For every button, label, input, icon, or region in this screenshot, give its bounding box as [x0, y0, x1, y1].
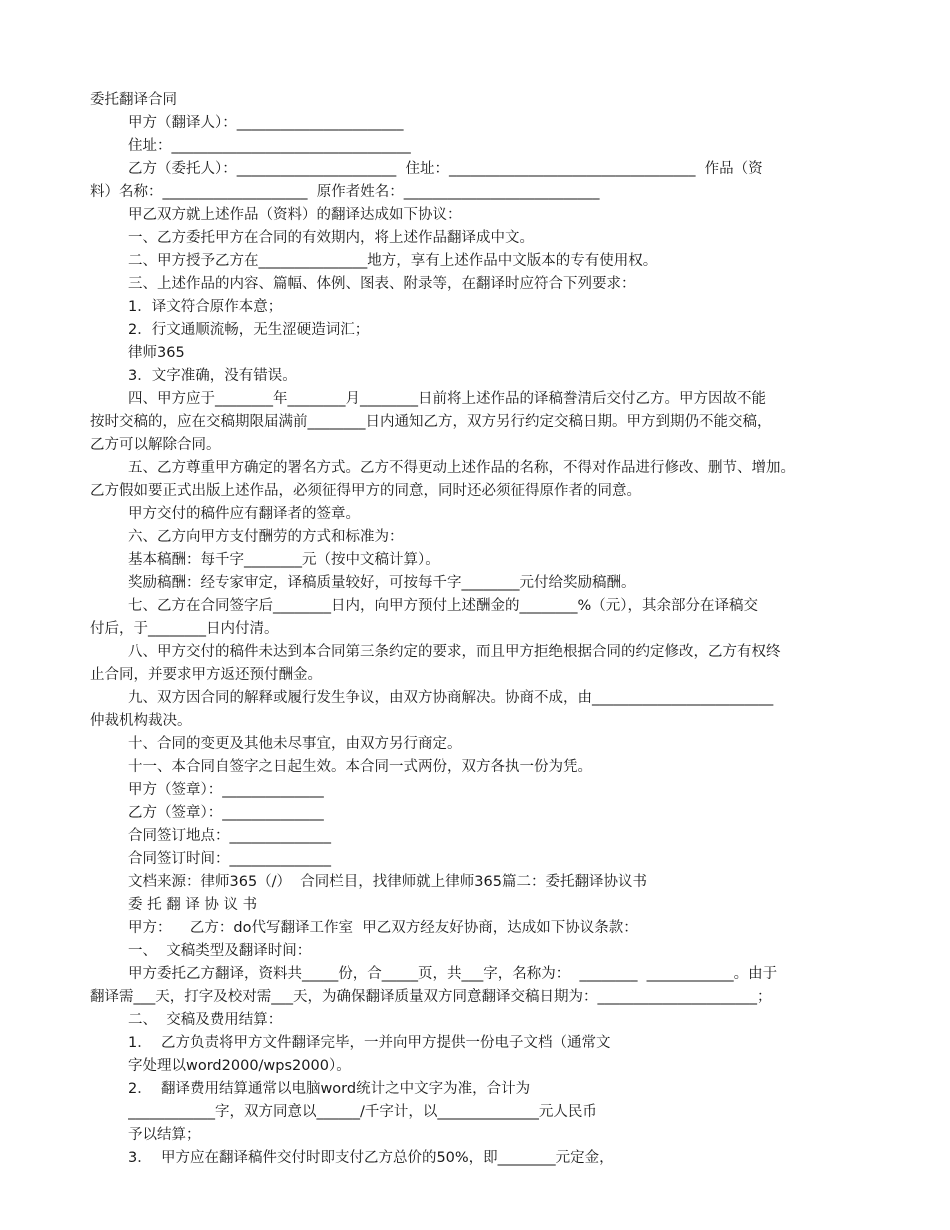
text-line: 3． 甲方应在翻译稿件交付时即支付乙方总价的50%，即________元定金， — [128, 1150, 614, 1166]
text-line: 甲方： 乙方：do代写翻译工作室 甲乙双方经友好协商，达成如下协议条款： — [128, 920, 638, 936]
text-line: 八、甲方交付的稿件未达到本合同第三条约定的要求，而且甲方拒绝根据合同的约定修改，乙方有权终 — [128, 644, 781, 660]
text-line: 甲方交付的稿件应有翻译者的签章。 — [128, 506, 360, 522]
text-line: 基本稿酬：每千字________元（按中文稿计算）。 — [128, 552, 440, 568]
text-line: 五、乙方尊重甲方确定的署名方式。乙方不得更动上述作品的名称，不得对作品进行修改、删节、增加。 — [128, 460, 795, 476]
text-line: 乙方（委托人）：______________________ 住址：__________________________________ 作品（资 — [128, 161, 763, 177]
text-line: 甲方（签章）：______________ — [128, 782, 324, 798]
text-line: 甲乙双方就上述作品（资料）的翻译达成如下协议： — [128, 207, 462, 223]
text-line: 1． 乙方负责将甲方文件翻译完毕，一并向甲方提供一份电子文档（通常文 — [128, 1035, 611, 1051]
text-line: 字处理以word2000/wps2000）。 — [128, 1058, 351, 1074]
text-line: 九、双方因合同的解释或履行发生争议，由双方协商解决。协商不成，由_________________________ — [128, 690, 774, 706]
text-line: 仲裁机构裁决。 — [90, 713, 192, 729]
text-line: 付后，于________日内付清。 — [90, 621, 279, 637]
text-line: 乙方（签章）：______________ — [128, 805, 324, 821]
text-line: 奖励稿酬：经专家审定，译稿质量较好，可按每千字________元付给奖励稿酬。 — [128, 575, 636, 591]
text-line: 2．行文通顺流畅，无生涩硬造词汇； — [128, 322, 370, 338]
text-line: 合同签订地点：______________ — [128, 828, 331, 844]
text-line: 三、上述作品的内容、篇幅、体例、图表、附录等，在翻译时应符合下列要求： — [128, 276, 636, 292]
text-line: 四、甲方应于________年________月________日前将上述作品的译稿誊清后交付乙方。甲方因故不能 — [128, 391, 766, 407]
text-line: 1．译文符合原作本意； — [128, 299, 283, 315]
text-line: 甲方（翻译人）：_______________________ — [128, 115, 404, 131]
text-line: 3．文字准确，没有错误。 — [128, 368, 297, 384]
text-line: 七、乙方在合同签字后________日内，向甲方预付上述酬金的________%（元），其余部分在译稿交 — [128, 598, 759, 614]
text-line: 六、乙方向甲方支付酬劳的方式和标准为： — [128, 529, 404, 545]
text-line: 住址：_________________________________ — [128, 138, 411, 154]
text-line: 十、合同的变更及其他未尽事宜，由双方另行商定。 — [128, 736, 462, 752]
text-line: 一、乙方委托甲方在合同的有效期内，将上述作品翻译成中文。 — [128, 230, 534, 246]
text-line: ____________字，双方同意以______/千字计，以______________元人民币 — [128, 1104, 597, 1120]
text-line: 律师365 — [128, 345, 185, 361]
text-line: 止合同，并要求甲方返还预付酬金。 — [90, 667, 322, 683]
text-line: 2． 翻译费用结算通常以电脑word统计之中文字为准，合计为 — [128, 1081, 531, 1097]
text-line: 二、甲方授予乙方在_______________地方，享有上述作品中文版本的专有使用权。 — [128, 253, 658, 269]
text-line: 二、 交稿及费用结算： — [128, 1012, 283, 1028]
text-line: 乙方假如要正式出版上述作品，必须征得甲方的同意，同时还必须征得原作者的同意。 — [90, 483, 641, 499]
text-line: 文档来源：律师365（/） 合同栏目，找律师就上律师365篇二：委托翻译协议书 — [128, 874, 647, 890]
text-line: 十一、本合同自签字之日起生效。本合同一式两份，双方各执一份为凭。 — [128, 759, 592, 775]
section-title: 委 托 翻 译 协 议 书 — [128, 897, 258, 913]
text-line: 翻译需___天，打字及校对需___天，为确保翻译质量双方同意翻译交稿日期为：______________________； — [90, 989, 772, 1005]
text-line: 一、 文稿类型及翻译时间： — [128, 943, 312, 959]
document-title: 委托翻译合同 — [90, 92, 177, 108]
text-line: 甲方委托乙方翻译，资料共_____份，合_____页，共___字，名称为： ________ ____________。由于 — [128, 966, 778, 982]
text-line: 按时交稿的，应在交稿期限届满前________日内通知乙方，双方另行约定交稿日期。甲方到期仍不能交稿， — [90, 414, 772, 430]
text-line: 予以结算； — [128, 1127, 201, 1143]
text-line: 合同签订时间：______________ — [128, 851, 331, 867]
text-line: 乙方可以解除合同。 — [90, 437, 221, 453]
text-line: 料）名称：____________________ 原作者姓名：___________________________ — [90, 184, 600, 200]
